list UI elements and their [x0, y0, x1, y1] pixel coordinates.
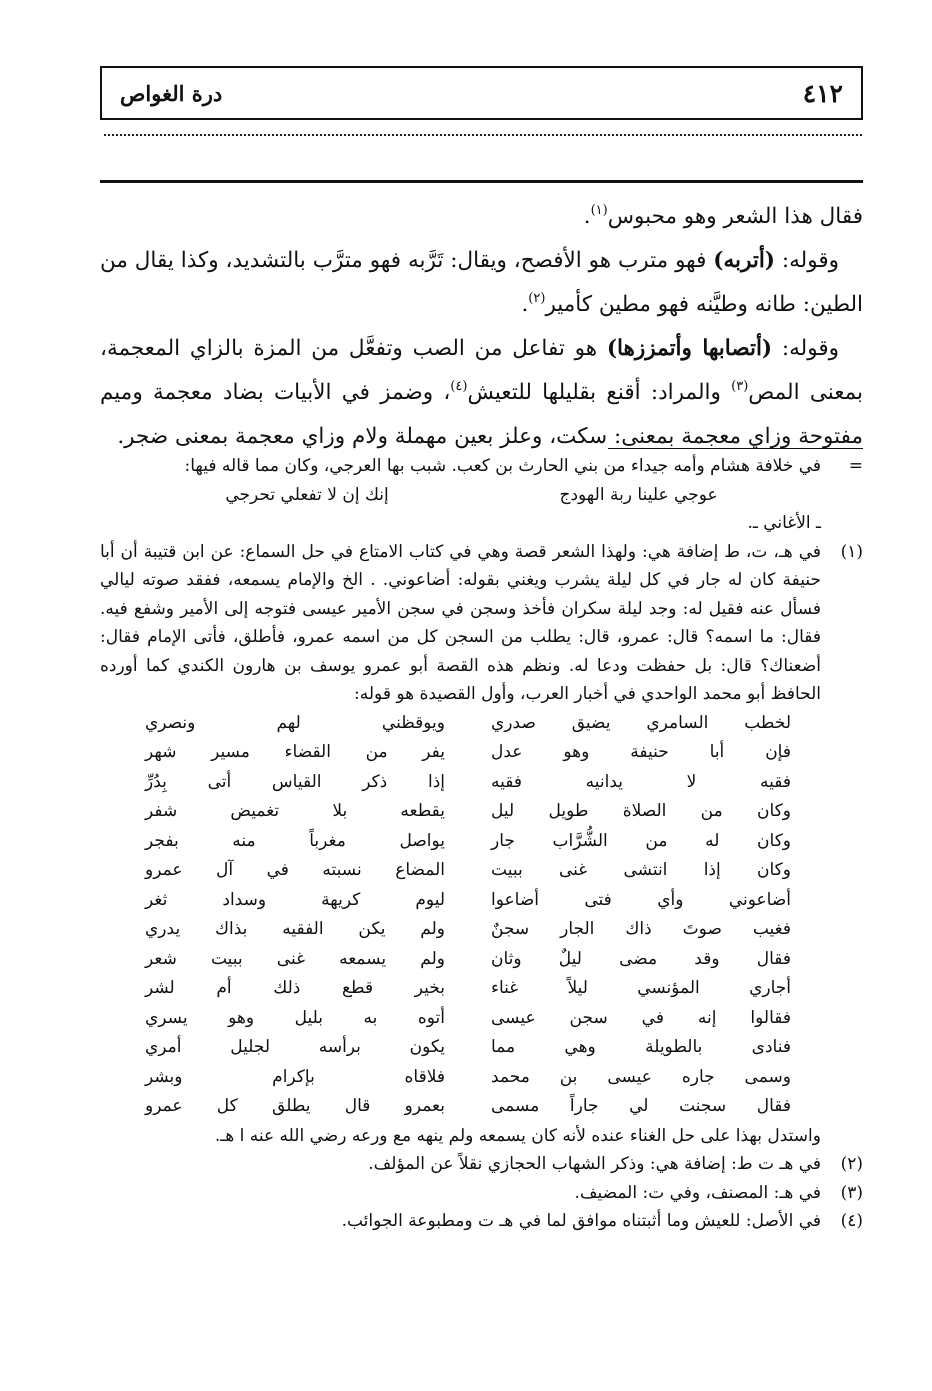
main-text	[100, 195, 863, 459]
footnote-3: (٣) في هـ: المصنف، وفي ت: المضيف.	[574, 1182, 863, 1203]
poem-first-hemistich: فقالوا إنه في سجن عيسى	[491, 1007, 791, 1028]
paragraph-1: فقال هذا الشعر وهو محبوس$^{(١)}$.	[583, 203, 863, 229]
poem-line	[100, 827, 821, 857]
running-header	[100, 66, 863, 120]
poem-line	[100, 1004, 821, 1034]
poem-second-hemistich: ولم يكن الفقيه بذاك يدري	[145, 919, 445, 939]
paragraph-2: وقوله: (أتربه) فهو مترب هو الأفصح، ويقال: تَرَّبه فهو مترَّب بالتشديد، وكذا يقال من الطين: طانه وطيَّنه فهو مطين كأمير$^{(٢)}$.	[100, 248, 863, 317]
poem-first-hemistich: فإن أبا حنيفة وهو عدل	[491, 742, 791, 762]
term-atasabuha: (أتصابها وأتمززها)	[606, 336, 773, 361]
poem-second-hemistich: يقطعه بلا تغميض شفر	[145, 801, 445, 821]
footnote-4: (٤) في الأصل: للعيش وما أثبتناه موافق لما في هـ ت ومطبوعة الجوائب.	[341, 1211, 863, 1231]
poem-second-hemistich: المضاع نسبته في آل عمرو	[145, 860, 445, 880]
poem-line	[100, 768, 821, 798]
poem-line	[100, 1033, 821, 1063]
footnote-separator	[608, 448, 863, 449]
poem-second-hemistich: ويوقظني لهم ونصري	[145, 712, 445, 733]
poem-second-hemistich: بعمرو قال يطلق كل عمرو	[145, 1096, 445, 1116]
footnote-ref-1[interactable]: (١)	[590, 203, 608, 218]
poem-second-hemistich: ولم يسمعه غنى ببيت شعر	[145, 948, 445, 969]
header-rule	[100, 180, 863, 183]
poem-line	[100, 915, 821, 945]
poem-first-hemistich: وكان له من الشُّرَّاب جار	[491, 830, 791, 851]
poem-line	[100, 709, 821, 739]
poem	[100, 709, 863, 1122]
poem-first-hemistich: فقال سجنت لي جاراً مسمى	[491, 1096, 791, 1116]
dotted-divider	[104, 134, 862, 136]
poem-first-hemistich: فقيه لا يدانيه فقيه	[491, 771, 791, 792]
verse-hemistich-a: عوجي علينا ربة الهودج	[559, 484, 718, 505]
poem-first-hemistich: فقال وقد مضى ليلٌ وثان	[491, 948, 791, 969]
poem-first-hemistich: فنادى بالطويلة وهي مما	[491, 1037, 791, 1057]
footnote-1-text: في هـ، ت، ط إضافة هي: ولهذا الشعر قصة وهي في كتاب الامتاع في حل السماع: عن ابن قتيبة أن أبا حنيفة كان له جار في كل ليلة يشرب ويغني بقوله: أضاعوني. . الخ والإمام يسمعه، ففقد صوته ليالي فسأل عنه فقيل له: وجد ليلة سكران فأخذ وسجن في سجن الأمير عيسى فتوجه إلى الأمير وشفع فيه. فقال: ما اسمه؟ قال: عمرو، قال: يطلب من السجن كل من اسمه عمرو، فأطلق، فأتى الإمام فقال: أضعناك؟ قال: بل حفظت ودعا له. ونظم هذه القصة أبو عمرو يوسف بن هارون الكندي كما أورده الحافظ أبو محمد الواحدي في أخبار العرب، وأول القصيدة هو قوله:	[100, 541, 821, 704]
source-citation: ـ الأغاني ـ.	[747, 513, 821, 533]
page-number: ٤١٢	[802, 78, 843, 108]
term-atrabahu: (أتربه)	[713, 248, 775, 273]
footnote-continuation: = في خلافة هشام وأمه جيداء من بني الحارث بن كعب. شبب بها العرجي، وكان مما قاله فيها:	[100, 452, 863, 481]
poem-second-hemistich: إذا ذكر القياس أتى بِدُرِّ	[145, 771, 445, 792]
poem-second-hemistich: بخير قطع ذلك أم لشر	[145, 978, 445, 998]
poem-first-hemistich: أضاعوني وأي فتى أضاعوا	[491, 889, 791, 910]
poem-first-hemistich: لخطب السامري يضيق صدري	[491, 712, 791, 733]
inline-verse	[100, 481, 863, 510]
poem-first-hemistich: وسمى جاره عيسى بن محمد	[491, 1066, 791, 1087]
footnote-1-mark: (١)	[840, 541, 863, 562]
poem-second-hemistich: فلاقاه بإكرام وبشر	[145, 1066, 445, 1087]
poem-line	[100, 1092, 821, 1122]
poem-line	[100, 945, 821, 975]
poem-first-hemistich: وكان إذا انتشى غنى ببيت	[491, 860, 791, 880]
footnote-ref-4[interactable]: (٤)	[450, 379, 468, 394]
verse-hemistich-b: إنك إن لا تفعلي تحرجي	[225, 484, 389, 505]
footnotes	[100, 452, 863, 1236]
poem-line	[100, 974, 821, 1004]
footnote-ref-2[interactable]: (٢)	[528, 291, 546, 306]
poem-line	[100, 797, 821, 827]
footnote-1	[100, 538, 863, 709]
poem-second-hemistich: أتوه به بليل وهو يسري	[145, 1007, 445, 1028]
poem-line	[100, 886, 821, 916]
book-title: درة الغواص	[120, 80, 223, 106]
poem-second-hemistich: يفر من القضاء مسير شهر	[145, 742, 445, 762]
footnote-ref-3[interactable]: (٣)	[731, 379, 749, 394]
footnote-1-tail: واستدل بهذا على حل الغناء عنده لأنه كان يسمعه ولم ينهه مع ورعه رضي الله عنه ا هـ.	[214, 1125, 821, 1146]
footnote-2: (٢) في هـ ت ط: إضافة هي: وذكر الشهاب الحجازي نقلاً عن المؤلف.	[368, 1154, 863, 1174]
poem-second-hemistich: يكون برأسه لجليل أمري	[145, 1037, 445, 1057]
poem-line	[100, 1063, 821, 1093]
poem-second-hemistich: ليوم كريهة وسداد ثغر	[145, 889, 445, 910]
continuation-mark: =	[848, 456, 863, 476]
poem-first-hemistich: فغيب صوتَ ذاك الجار سجنٌ	[491, 919, 791, 939]
poem-first-hemistich: أجاري المؤنسي ليلاً غناء	[491, 978, 791, 998]
paragraph-3: وقوله: (أتصابها وأتمززها) هو تفاعل من الصب وتفعَّل من المزة بالزاي المعجمة، بمعنى المص$^{(٣)}$ والمراد: أقنع بقليلها للتعيش$^{(٤)}$، وضمز في الأبيات بضاد معجمة وميم مفتوحة وزاي معجمة بمعنى: سكت، وعلز بعين مهملة ولام وزاي معجمة بمعنى ضجر.	[100, 336, 864, 449]
poem-second-hemistich: يواصل مغرباً منه بفجر	[145, 830, 445, 851]
poem-line	[100, 738, 821, 768]
poem-line	[100, 856, 821, 886]
poem-first-hemistich: وكان من الصلاة طويل ليل	[491, 801, 791, 821]
